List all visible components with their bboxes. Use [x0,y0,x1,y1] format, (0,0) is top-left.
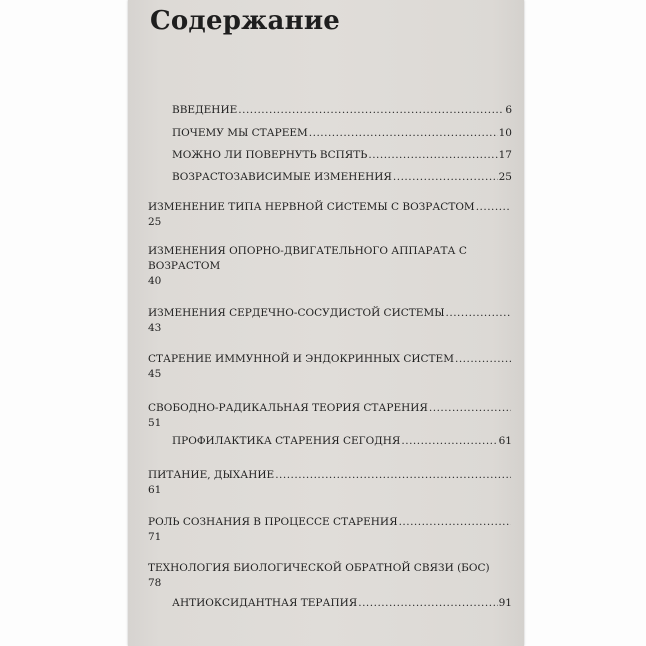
toc-entry-label: СТАРЕНИЕ ИММУННОЙ И ЭНДОКРИННЫХ СИСТЕМ [148,353,454,365]
toc-dot-leader [476,200,511,215]
toc-entry-label: ТЕХНОЛОГИЯ БИОЛОГИЧЕСКОЙ ОБРАТНОЙ СВЯЗИ (БОС) [148,562,490,574]
toc-entry-cardiovascular[interactable] [148,306,512,336]
toc-entry-biofeedback[interactable] [148,561,512,591]
toc-entry-can-reverse[interactable] [172,148,512,163]
page-title: Содержание [150,6,341,36]
toc-entry-label: АНТИОКСИДАНТНАЯ ТЕРАПИЯ [172,597,358,609]
toc-entry-page: 51 [148,417,162,429]
toc-entry-page: 61 [498,435,512,447]
toc-dot-leader [429,401,511,416]
toc-entry-nutrition-breathing[interactable] [148,468,512,498]
toc-entry-page: 6 [505,104,512,116]
toc-dot-leader [399,515,511,530]
toc-entry-page: 43 [148,322,162,334]
toc-dot-leader [393,170,498,185]
toc-entry-immune-endocrine[interactable] [148,352,512,382]
toc-entry-page: 71 [148,531,162,543]
toc-entry-nervous-system[interactable] [148,200,512,230]
toc-entry-label: ПИТАНИЕ, ДЫХАНИЕ [148,469,275,481]
toc-entry-page: 25 [148,216,162,228]
toc-dot-leader [275,468,511,483]
toc-entry-label: ИЗМЕНЕНИЕ ТИПА НЕРВНОЙ СИСТЕМЫ С ВОЗРАСТОМ [148,201,475,213]
toc-entry-label: ПОЧЕМУ МЫ СТАРЕЕМ [172,127,308,139]
toc-dot-leader [401,434,497,449]
toc-dot-leader [358,596,497,611]
toc-entry-musculoskeletal[interactable] [148,244,512,289]
toc-dot-leader [309,126,498,141]
toc-entry-label: ВОЗРАСТОЗАВИСИМЫЕ ИЗМЕНЕНИЯ [172,171,392,183]
toc-dot-leader [238,103,504,118]
toc-entry-page: 78 [148,577,162,589]
book-page [128,0,524,646]
toc-entry-label: ВВЕДЕНИЕ [172,104,238,116]
toc-entry-label-line2: ВОЗРАСТОМ [148,260,221,272]
toc-entry-label: СВОБОДНО-РАДИКАЛЬНАЯ ТЕОРИЯ СТАРЕНИЯ [148,402,428,414]
toc-dot-leader [368,148,497,163]
toc-entry-page: 40 [148,275,162,287]
toc-entry-label: ПРОФИЛАКТИКА СТАРЕНИЯ СЕГОДНЯ [172,435,401,447]
toc-entry-page: 25 [498,171,512,183]
toc-entry-page: 91 [498,597,512,609]
toc-entry-label: ИЗМЕНЕНИЯ СЕРДЕЧНО-СОСУДИСТОЙ СИСТЕМЫ [148,307,445,319]
toc-dot-leader [446,306,511,321]
toc-entry-label: МОЖНО ЛИ ПОВЕРНУТЬ ВСПЯТЬ [172,149,368,161]
toc-entry-role-of-consciousness[interactable] [148,515,512,545]
toc-entry-prevention-today[interactable] [172,434,512,449]
toc-entry-page: 10 [498,127,512,139]
toc-entry-label: РОЛЬ СОЗНАНИЯ В ПРОЦЕССЕ СТАРЕНИЯ [148,516,398,528]
toc-entry-antioxidant-therapy[interactable] [172,596,512,611]
toc-entry-page: 17 [498,149,512,161]
toc-entry-free-radical-theory[interactable] [148,401,512,431]
toc-entry-introduction[interactable] [172,103,512,118]
toc-entry-why-we-age[interactable] [172,126,512,141]
toc-entry-page: 45 [148,368,162,380]
toc-entry-page: 61 [148,484,162,496]
toc-entry-age-related-changes[interactable] [172,170,512,185]
toc-dot-leader [455,352,511,367]
toc-entry-label-line1: ИЗМЕНЕНИЯ ОПОРНО-ДВИГАТЕЛЬНОГО АППАРАТА С [148,245,467,257]
